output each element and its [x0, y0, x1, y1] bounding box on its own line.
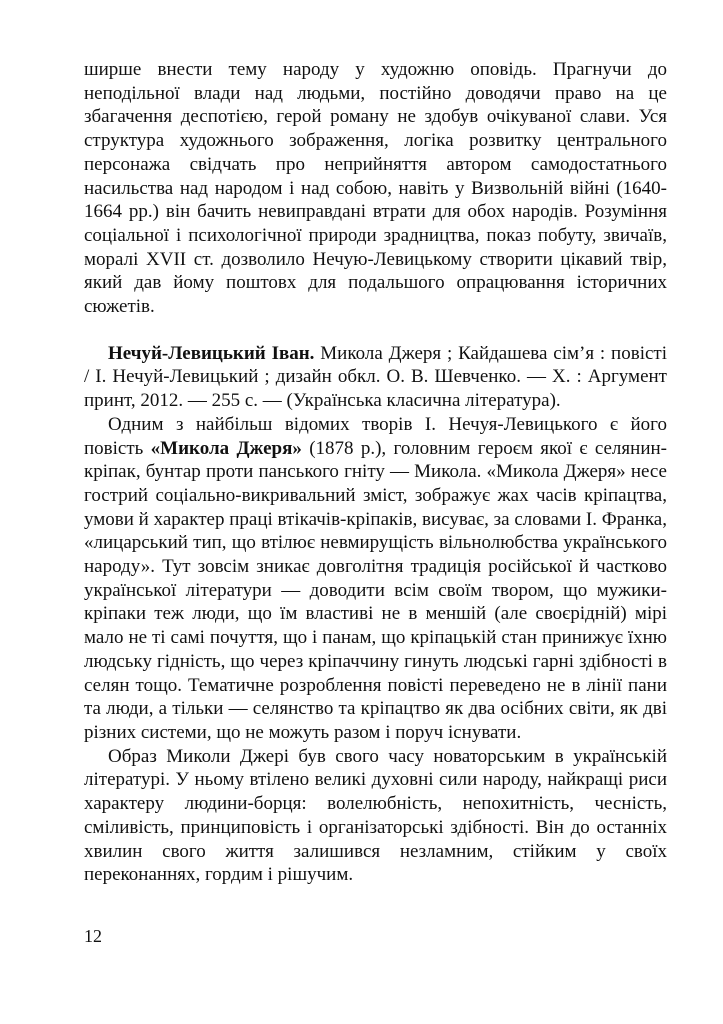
description-text-before: Одним з найбільш відомих творів І. Нечуя-Левицького є його повість [84, 413, 667, 459]
bibliography-entry [84, 342, 667, 413]
bibliography-author: Нечуй-Левицький Іван. [108, 342, 315, 364]
page-number: 12 [84, 926, 102, 946]
document-page [84, 58, 667, 887]
bibliography-details: Микола Джеря ; Кайдашева сім’я : повісті / І. Нечуй-Левицький ; дизайн обкл. О. В. Шевченко. — Х. : Аргумент принт, 2012. — 255 с. — (Українська класична література). [84, 342, 667, 412]
intro-paragraph: ширше внести тему народу у художню оповідь. Прагнучи до неподільної влади над людьми, постійно доводячи право на це збагачення деспотією, герой роману не здобув очікуваної слави. Уся структура художнього зображення, логіка розвитку центрального персонажа свідчать про неприйняття автором самодостатнього насильства над народом і над собою, навіть у Визвольній війні (1640-1664 рр.) він бачить невиправдані втрати для обох народів. Розуміння соціальної і психологічної природи зрадництва, показ побуту, звичаїв, моралі XVII ст. дозволило Нечую-Левицькому створити цікавий твір, який дав йому поштовх для подальшого опрацювання історичних сюжетів. [84, 59, 667, 318]
book-title: «Микола Джеря» [150, 437, 302, 459]
description-text-after: (1878 р.), головним героєм якої є селянин-кріпак, бунтар проти панського гніту — Микола. «Микола Джеря» несе гострий соціально-викривальний зміст, зображує жах часів кріпацтва, умови й характер праці втікачів-кріпаків, висуває, за словами І. Франка, «лицарський тип, що втілює невмирущість вільнолюбства українського народу». Тут зовсім зникає довголітня традиція російської й частково української літератури — доводити всім своїм твором, що мужики-кріпаки теж люди, що їм властиві не в меншій (але своєрідній) мірі мало не ті самі почуття, що і панам, що кріпацькій стан принижує їхню людську гідність, що через кріпаччину гинуть людські гарні здібності в селян тощо. Тематичне розроблення повісті переведено не в лінії пани та люди, а тільки — селянство та кріпацтво як два осібних світи, як дві різних системи, що не можуть разом і поруч існувати. [84, 437, 667, 743]
description-paragraph [84, 413, 667, 745]
character-paragraph: Образ Миколи Джері був свого часу новаторським в українській літературі. У ньому втілено великі духовні сили народу, найкращі риси характеру людини-борця: волелюбність, непохитність, чесність, сміливість, принциповість і організаторські здібності. Він до останніх хвилин свого життя залишився незламним, стійким у своїх переконаннях, гордим і рішучим. [84, 745, 667, 886]
